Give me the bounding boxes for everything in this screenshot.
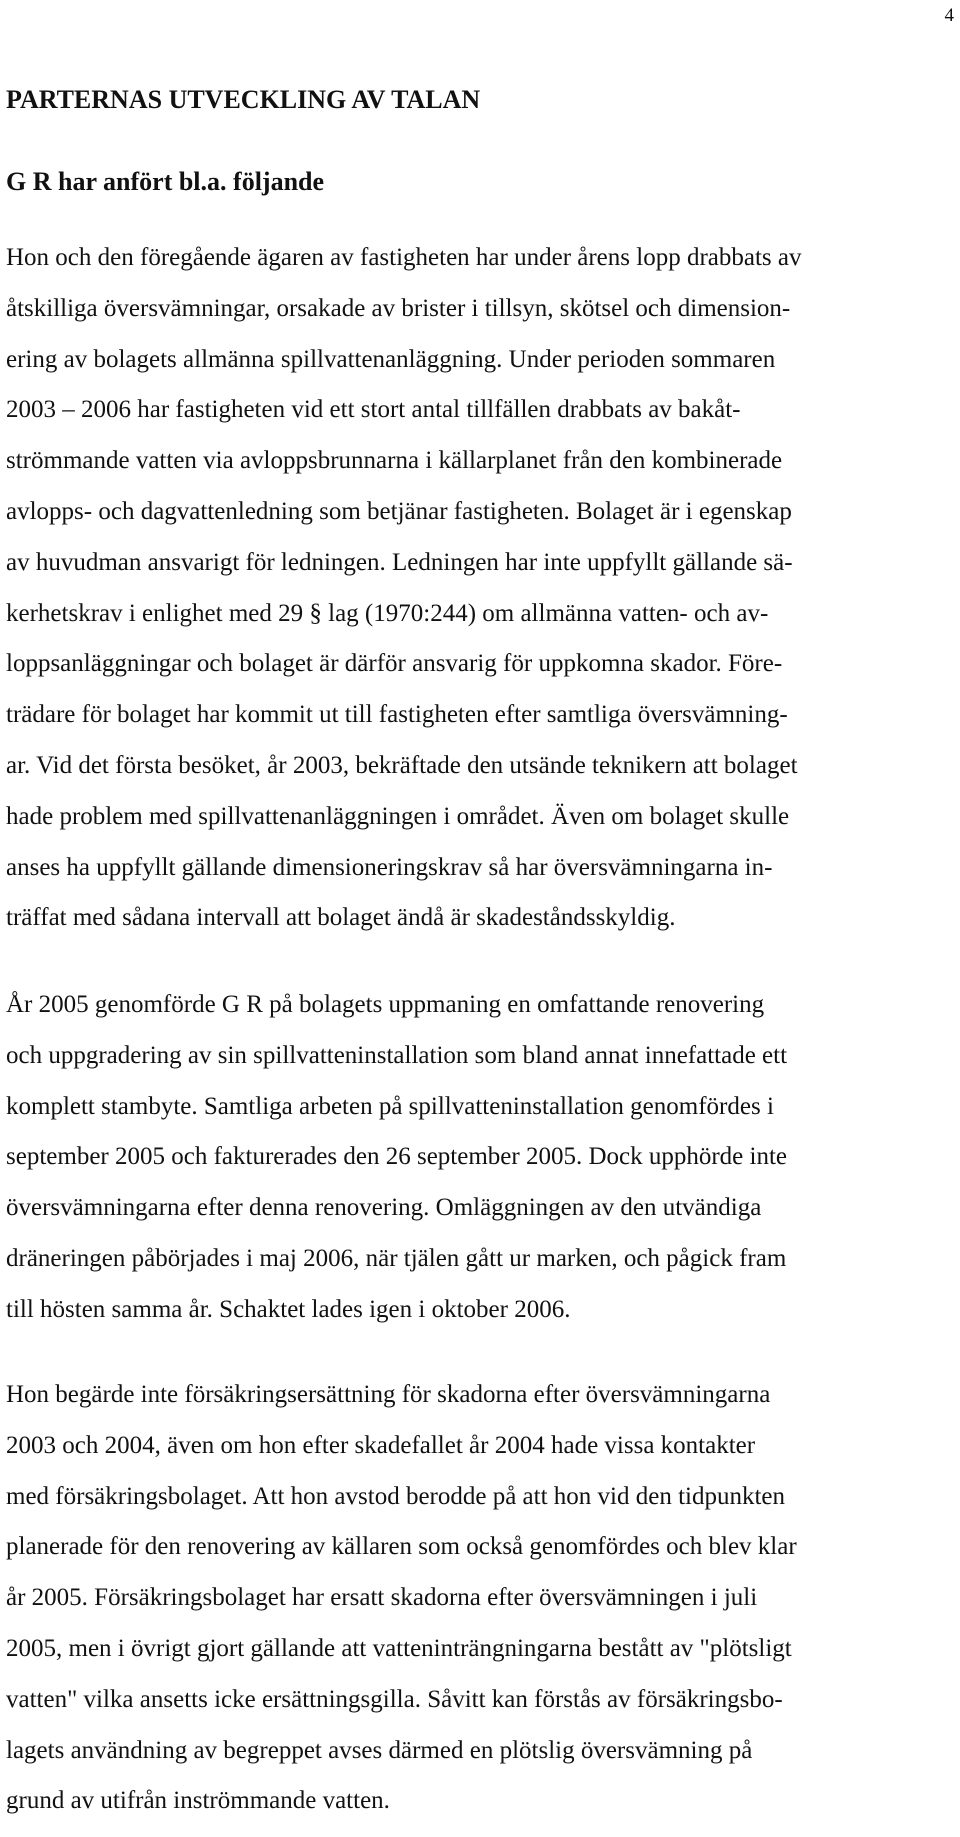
text-line: till hösten samma år. Schaktet lades igen i oktober 2006. [6, 1295, 571, 1323]
text-line: kerhetskrav i enlighet med 29 § lag (1970:244) om allmänna vatten- och av- [6, 599, 769, 627]
text-line: åtskilliga översvämningar, orsakade av brister i tillsyn, skötsel och dimension- [6, 294, 791, 322]
text-line: lagets användning av begreppet avses därmed en plötslig översvämning på [6, 1736, 753, 1764]
text-line: Hon och den föregående ägaren av fastigheten har under årens lopp drabbats av [6, 244, 802, 271]
party-subheading: G R har anfört bl.a. följande [6, 167, 325, 196]
text-line: av huvudman ansvarigt för ledningen. Ledningen har inte uppfyllt gällande sä- [6, 548, 793, 576]
text-line: ar. Vid det första besöket, år 2003, bekräftade den utsände teknikern att bolaget [6, 751, 798, 779]
text-line: översvämningarna efter denna renovering. Omläggningen av den utvändiga [6, 1194, 762, 1222]
text-line: strömmande vatten via avloppsbrunnarna i källarplanet från den kombinerade [6, 447, 783, 475]
text-line: år 2005. Försäkringsbolaget har ersatt skadorna efter översvämningen i juli [6, 1584, 758, 1612]
text-line: dräneringen påbörjades i maj 2006, när tjälen gått ur marken, och pågick fram [6, 1244, 787, 1272]
text-line: 2003 – 2006 har fastigheten vid ett stort antal tillfällen drabbats av bakåt- [6, 396, 741, 424]
paragraph-renovation [6, 990, 787, 1346]
text-line: trädare för bolaget har kommit ut till fastigheten efter samtliga översvämning- [6, 701, 788, 729]
text-line: planerade för den renovering av källaren som också genomfördes och blev klar [6, 1533, 797, 1561]
text-line: Hon begärde inte försäkringsersättning för skadorna efter översvämningarna [6, 1381, 771, 1408]
paragraph-insurance [6, 1380, 797, 1837]
text-line: År 2005 genomförde G R på bolagets uppmaning en omfattande renovering [6, 991, 765, 1018]
text-line: träffat med sådana intervall att bolaget ändå är skadeståndsskyldig. [6, 904, 676, 932]
section-heading: PARTERNAS UTVECKLING AV TALAN [6, 85, 481, 114]
text-line: med försäkringsbolaget. Att hon avstod berodde på att hon vid den tidpunkten [6, 1482, 786, 1510]
paragraph-claims [6, 243, 802, 954]
text-line: grund av utifrån inströmmande vatten. [6, 1787, 390, 1815]
text-line: 2005, men i övrigt gjort gällande att vatteninträngningarna bestått av "plötsligt [6, 1634, 792, 1662]
text-line: hade problem med spillvattenanläggningen i området. Även om bolaget skulle [6, 802, 790, 830]
text-line: komplett stambyte. Samtliga arbeten på spillvatteninstallation genomfördes i [6, 1092, 774, 1120]
page-number: 4 [944, 5, 954, 26]
text-line: 2003 och 2004, även om hon efter skadefallet år 2004 hade vissa kontakter [6, 1431, 756, 1459]
text-line: anses ha uppfyllt gällande dimensioneringskrav så har översvämningarna in- [6, 853, 773, 881]
text-line: avlopps- och dagvattenledning som betjänar fastigheten. Bolaget är i egenskap [6, 497, 792, 525]
text-line: och uppgradering av sin spillvatteninstallation som bland annat innefattade ett [6, 1041, 788, 1069]
text-line: september 2005 och fakturerades den 26 september 2005. Dock upphörde inte [6, 1143, 788, 1171]
text-line: ering av bolagets allmänna spillvattenanläggning. Under perioden sommaren [6, 345, 776, 373]
text-line: vatten" vilka ansetts icke ersättningsgilla. Såvitt kan förstås av försäkringsbo- [6, 1685, 783, 1713]
text-line: loppsanläggningar och bolaget är därför ansvarig för uppkomna skador. Före- [6, 650, 783, 678]
